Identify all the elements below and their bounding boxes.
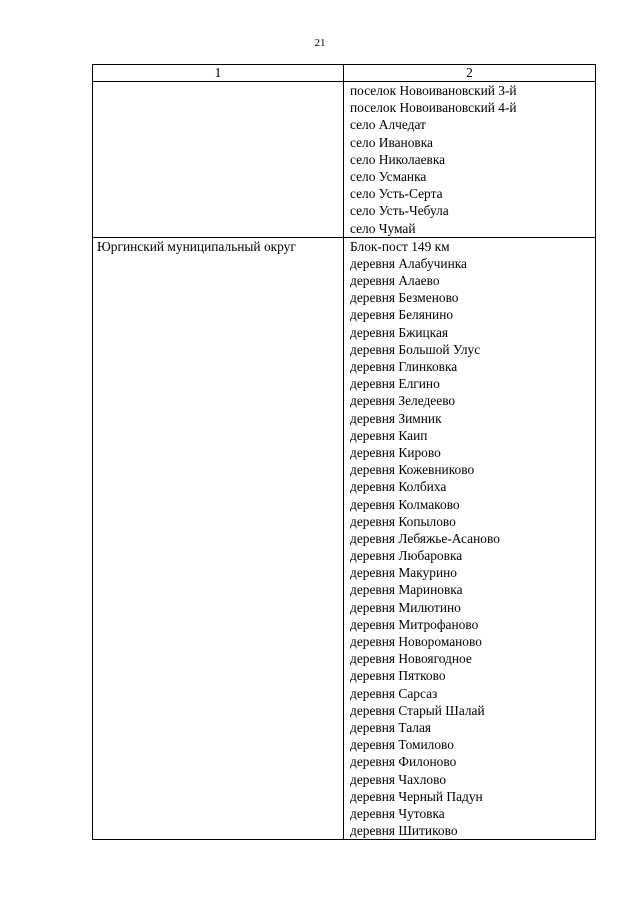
settlement-item: поселок Новоивановский 4-й [350, 100, 517, 116]
settlement-item: село Усманка [350, 168, 427, 184]
settlement-item: Блок-пост 149 км [350, 238, 450, 254]
settlement-item: деревня Бжицкая [350, 324, 449, 340]
settlement-item: деревня Сарсаз [350, 685, 438, 701]
settlement-item: деревня Безменово [350, 290, 459, 306]
district-cell [93, 237, 344, 840]
settlement-item: деревня Алабучинка [350, 255, 467, 271]
table-row [93, 237, 596, 840]
settlements-cell [344, 82, 596, 238]
settlements-table [92, 64, 596, 840]
settlement-item: деревня Чутовка [350, 805, 445, 821]
settlement-item: деревня Большой Улус [350, 341, 481, 357]
settlement-item: деревня Мариновка [350, 582, 463, 598]
settlement-item: деревня Новороманово [350, 634, 482, 649]
settlement-item: деревня Копылово [350, 513, 456, 529]
settlement-item: деревня Белянино [350, 307, 454, 323]
settlement-item: деревня Талая [350, 719, 432, 735]
settlement-item: деревня Шитиково [350, 823, 458, 839]
settlement-item: деревня Пятково [350, 668, 446, 684]
settlement-item: село Усть-Серта [350, 186, 443, 202]
settlement-item: деревня Кирово [350, 444, 441, 460]
settlement-item: деревня Глинковка [350, 359, 458, 374]
settlement-item: село Усть-Чебула [350, 203, 449, 219]
settlement-item: деревня Каип [350, 427, 428, 443]
settlement-item: деревня Лебяжье-Асаново [350, 530, 500, 546]
settlement-item: село Алчедат [350, 117, 426, 133]
settlement-item: деревня Черный Падун [350, 788, 483, 804]
column-header-1: 1 [93, 65, 344, 82]
settlement-item: деревня Макурино [350, 565, 457, 581]
settlement-item: село Николаевка [350, 151, 446, 167]
settlement-item: деревня Старый Шалай [350, 702, 485, 718]
table-body [93, 82, 596, 840]
settlement-item: деревня Зимник [350, 410, 442, 426]
settlement-item: поселок Новоивановский 3-й [350, 83, 517, 98]
settlement-item: деревня Митрофаново [350, 616, 479, 632]
settlement-item: деревня Филоново [350, 754, 457, 770]
district-cell [93, 82, 344, 238]
settlement-item: деревня Чахлово [350, 771, 447, 787]
settlement-item: деревня Колбиха [350, 479, 447, 495]
settlement-item: деревня Елгино [350, 376, 440, 392]
settlement-item: деревня Новоягодное [350, 651, 472, 667]
settlement-item: деревня Кожевниково [350, 462, 475, 478]
table-header-row [93, 65, 596, 82]
settlement-item: село Чумай [350, 220, 416, 236]
settlement-item: деревня Милютино [350, 599, 461, 615]
district-name: Юргинский муниципальный округ [97, 238, 296, 254]
settlement-item: деревня Колмаково [350, 496, 460, 512]
settlement-item: деревня Зеледеево [350, 393, 456, 409]
settlement-item: деревня Алаево [350, 273, 440, 289]
settlement-item: село Ивановка [350, 134, 433, 150]
settlement-item: деревня Любаровка [350, 548, 463, 564]
table-row [93, 82, 596, 238]
page-number: 21 [314, 37, 326, 49]
settlements-cell [344, 237, 596, 840]
column-header-2: 2 [344, 65, 596, 82]
settlement-item: деревня Томилово [350, 737, 454, 753]
